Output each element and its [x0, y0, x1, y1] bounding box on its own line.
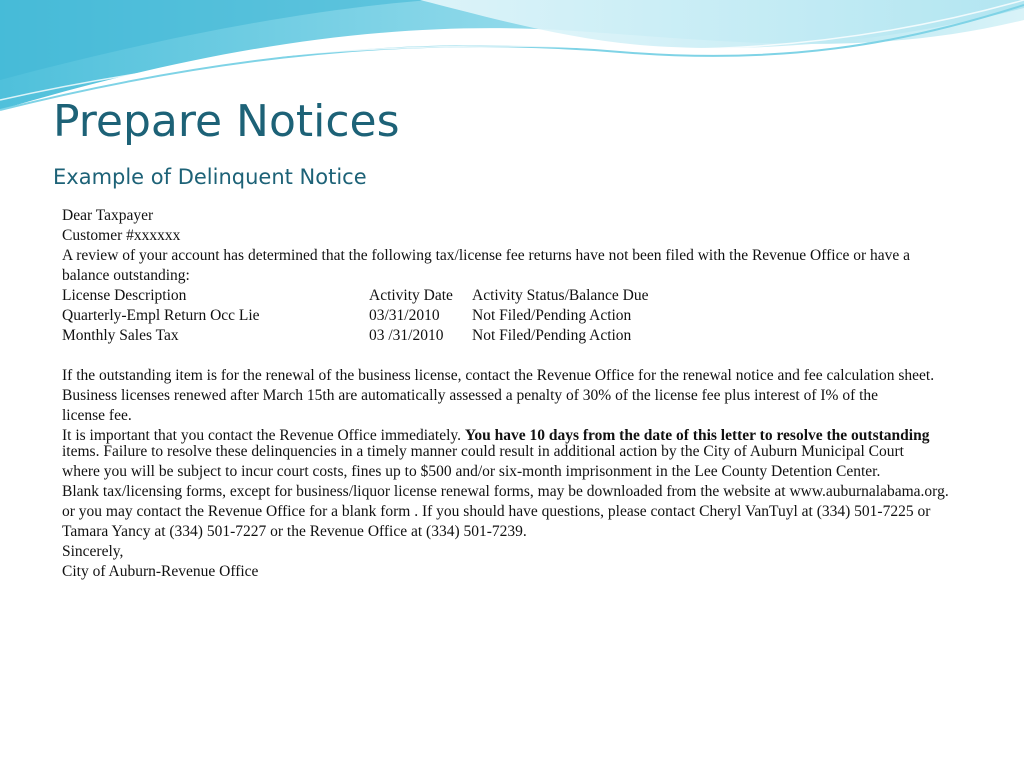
row-status: Not Filed/Pending Action	[472, 327, 632, 344]
renewal-paragraph: If the outstanding item is for the renewal of the business license, contact the Revenue Office for the renewal notice and fee calculation sheet.	[62, 367, 935, 384]
deadline-warning: You have 10 days from the date of this letter to resolve the outstanding	[464, 427, 930, 444]
court-paragraph: where you will be subject to incur court costs, fines up to $500 and/or six-month imprisonment in the Lee County Detention Center.	[62, 463, 881, 480]
header-license: License Description	[62, 287, 187, 304]
review-paragraph-cont: balance outstanding:	[62, 267, 190, 284]
row-date: 03/31/2010	[369, 307, 440, 324]
closing: Sincerely,	[62, 543, 124, 560]
table-row	[62, 328, 967, 344]
contact-paragraph-cont: Tamara Yancy at (334) 501-7227 or the Revenue Office at (334) 501-7239.	[62, 523, 527, 540]
important-intro: It is important that you contact the Revenue Office immediately.	[62, 427, 465, 444]
slide-title: Prepare Notices	[53, 96, 400, 147]
customer-number: Customer #xxxxxx	[62, 227, 181, 244]
salutation: Dear Taxpayer	[62, 207, 154, 224]
penalty-paragraph-cont: license fee.	[62, 407, 132, 424]
slide-subtitle: Example of Delinquent Notice	[53, 165, 367, 189]
header-status: Activity Status/Balance Due	[472, 287, 649, 304]
important-paragraph	[62, 428, 967, 460]
review-paragraph: A review of your account has determined that the following tax/license fee returns have not been filed with the Revenue Office or have a	[62, 247, 911, 264]
row-license: Monthly Sales Tax	[62, 327, 179, 344]
penalty-paragraph: Business licenses renewed after March 15th are automatically assessed a penalty of 30% of the license fee plus interest of I% of the	[62, 387, 879, 404]
notice-letter	[62, 208, 967, 584]
forms-paragraph: Blank tax/licensing forms, except for business/liquor license renewal forms, may be downloaded from the website at www.auburnalabama.org.	[62, 483, 949, 500]
table-header	[62, 288, 967, 304]
important-rest: items. Failure to resolve these delinquencies in a timely manner could result in additional action by the City of Auburn Municipal Court	[62, 443, 904, 460]
row-status: Not Filed/Pending Action	[472, 307, 632, 324]
row-date: 03 /31/2010	[369, 327, 444, 344]
signature: City of Auburn-Revenue Office	[62, 563, 259, 580]
header-date: Activity Date	[369, 287, 453, 304]
contact-paragraph: or you may contact the Revenue Office for a blank form . If you should have questions, please contact Cheryl VanTuyl at (334) 501-7225 or	[62, 503, 931, 520]
table-row	[62, 308, 967, 324]
row-license: Quarterly-Empl Return Occ Lie	[62, 307, 260, 324]
